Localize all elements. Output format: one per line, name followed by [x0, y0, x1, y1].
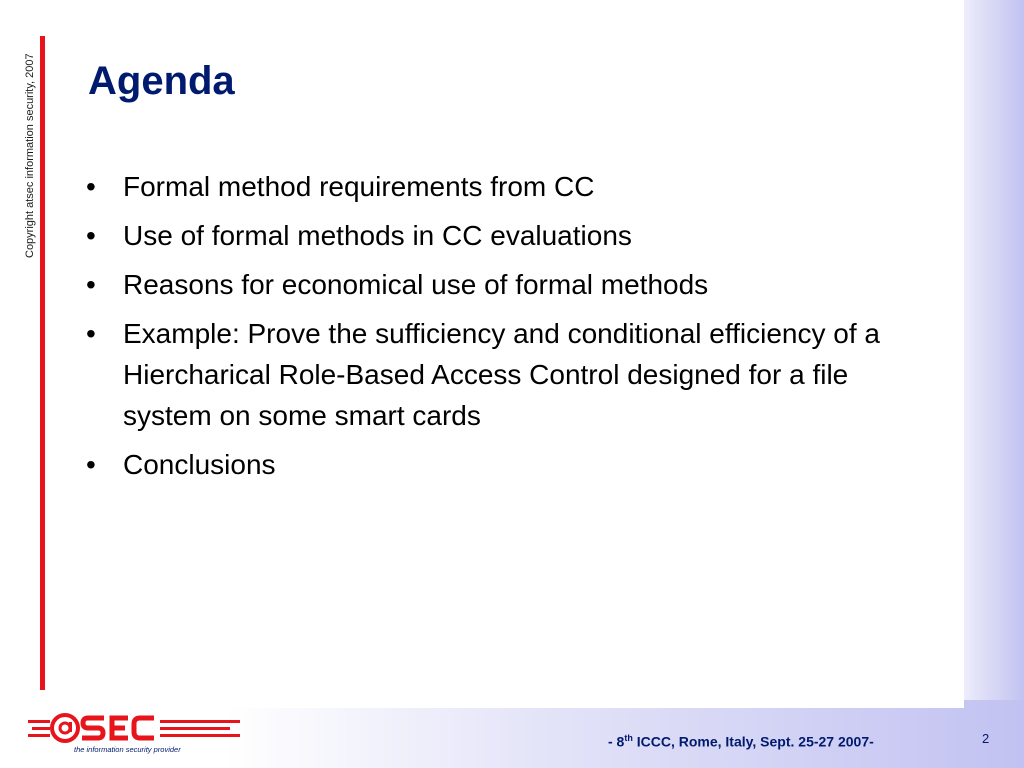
- page-number: 2: [982, 731, 990, 746]
- agenda-item-text: Formal method requirements from CC: [123, 171, 595, 202]
- svg-text:the information security provi: the information security provider: [74, 745, 181, 754]
- agenda-item-text: Conclusions: [123, 449, 276, 480]
- slide-title: Agenda: [88, 59, 235, 103]
- copyright-notice: Copyright atsec information security, 2007: [24, 53, 36, 258]
- conference-footer: - 8th ICCC, Rome, Italy, Sept. 25-27 2007-: [608, 733, 874, 750]
- agenda-item: [86, 166, 886, 207]
- agenda-item: [86, 215, 886, 256]
- atsec-logo: [28, 708, 244, 756]
- agenda-item-text: Reasons for economical use of formal methods: [123, 269, 709, 300]
- agenda-item: [86, 264, 886, 305]
- agenda-list: [86, 166, 886, 493]
- bullet-marker: •: [86, 220, 96, 251]
- agenda-item-text: Use of formal methods in CC evaluations: [123, 220, 632, 251]
- agenda-item: [86, 313, 886, 436]
- left-accent-bar: [40, 36, 45, 690]
- bullet-marker: •: [86, 449, 96, 480]
- bullet-marker: •: [86, 171, 96, 202]
- bullet-marker: •: [86, 269, 96, 300]
- bullet-marker: •: [86, 318, 96, 349]
- agenda-item-text: Example: Prove the sufficiency and conditional efficiency of a Hiercharical Role-Based Access Control designed for a file system on some smart cards: [123, 318, 880, 431]
- agenda-item: [86, 444, 886, 485]
